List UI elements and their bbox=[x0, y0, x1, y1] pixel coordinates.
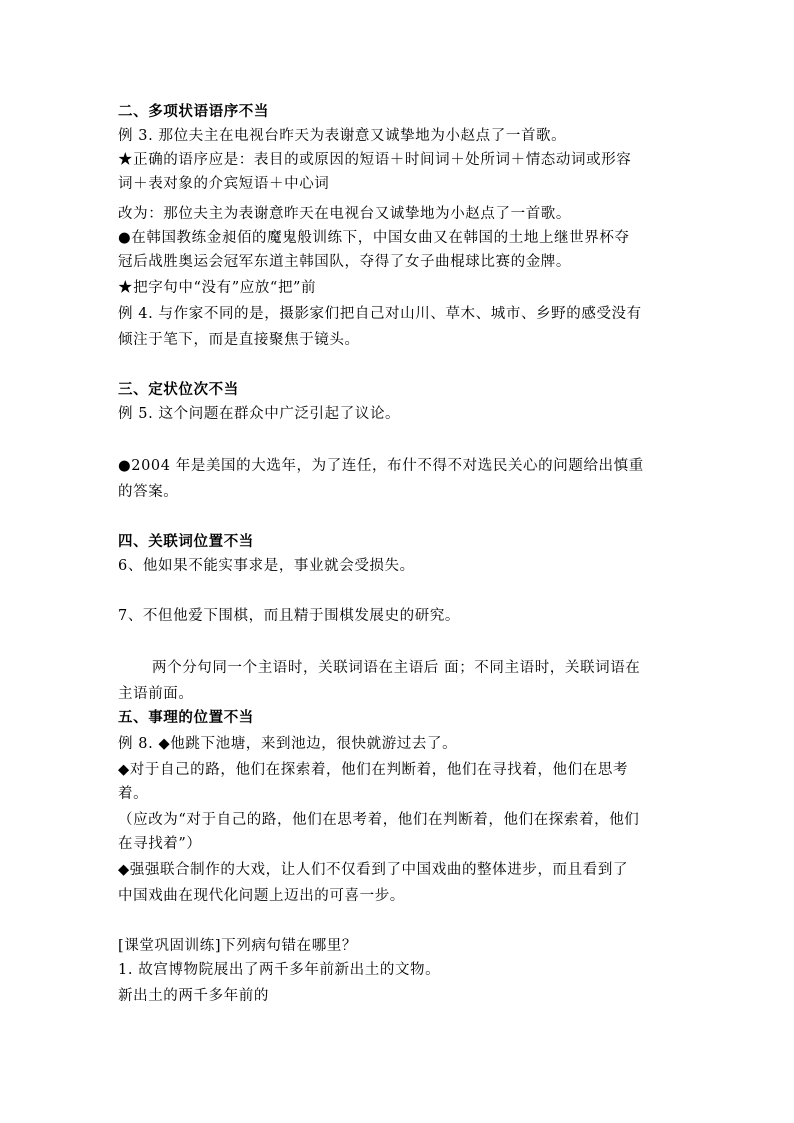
text-line: 冠后战胜奥运会冠军东道主韩国队，夺得了女子曲棍球比赛的金牌。 bbox=[118, 254, 571, 270]
text-line: 新出土的两千多年前的 bbox=[118, 988, 269, 1004]
text-line: ●在韩国教练金昶佰的魔鬼般训练下，中国女曲又在韩国的土地上继世界杯夺 bbox=[118, 230, 630, 246]
text-line: 倾注于笔下，而是直接聚焦于镜头。 bbox=[118, 332, 360, 348]
text-line: 两个分句同一个主语时，关联词语在主语后 面；不同主语时，关联词语在 bbox=[152, 660, 641, 676]
text-line: 着。 bbox=[118, 786, 149, 802]
text-line: 6、他如果不能实事求是，事业就会受损失。 bbox=[118, 558, 415, 574]
text-line: 1. 故宫博物院展出了两千多年前新出土的文物。 bbox=[118, 962, 441, 978]
text-line: 例 4. 与作家不同的是，摄影家们把自己对山川、草木、城市、乡野的感受没有 bbox=[118, 306, 642, 322]
section-heading-3: 三、定状位次不当 bbox=[118, 382, 239, 398]
text-line: 例 5. 这个问题在群众中广泛引起了议论。 bbox=[118, 406, 401, 422]
section-heading-4: 四、关联词位置不当 bbox=[118, 534, 254, 550]
text-line: （应改为“对于自己的路，他们在思考着，他们在判断着，他们在探索着，他们 bbox=[118, 812, 640, 828]
section-heading-2: 二、多项状语语序不当 bbox=[118, 104, 269, 120]
text-line: 7、不但他爱下围棋，而且精于围棋发展史的研究。 bbox=[118, 608, 461, 624]
text-line: 主语前面。 bbox=[118, 686, 194, 702]
text-line: 中国戏曲在现代化问题上迈出的可喜一步。 bbox=[118, 888, 405, 904]
text-line: ★把字句中“没有”应放“把”前 bbox=[118, 280, 317, 296]
text-line: 在寻找着”） bbox=[118, 836, 202, 852]
text-line: 例 3. 那位夫主在电视台昨天为表谢意又诚挚地为小赵点了一首歌。 bbox=[118, 128, 567, 144]
text-line: 例 8. ◆他跳下池塘，来到池边，很快就游过去了。 bbox=[118, 736, 458, 752]
text-line: 改为：那位夫主为表谢意昨天在电视台又诚挚地为小赵点了一首歌。 bbox=[118, 206, 571, 222]
exercise-heading: [课堂巩固训练]下列病句错在哪里？ bbox=[118, 938, 358, 954]
section-heading-5: 五、事理的位置不当 bbox=[118, 710, 254, 726]
text-line: ◆对于自己的路，他们在探索着，他们在判断着，他们在寻找着，他们在思考 bbox=[118, 762, 629, 778]
text-line: 的答案。 bbox=[118, 484, 179, 500]
text-line: 词＋表对象的介宾短语＋中心词 bbox=[118, 176, 330, 192]
text-line: ◆强强联合制作的大戏，让人们不仅看到了中国戏曲的整体进步，而且看到了 bbox=[118, 862, 629, 878]
text-line: ★正确的语序应是：表目的或原因的短语＋时间词＋处所词＋情态动词或形容 bbox=[118, 152, 632, 168]
text-line: ●2004 年是美国的大选年，为了连任，布什不得不对选民关心的问题给出慎重 bbox=[118, 458, 644, 474]
